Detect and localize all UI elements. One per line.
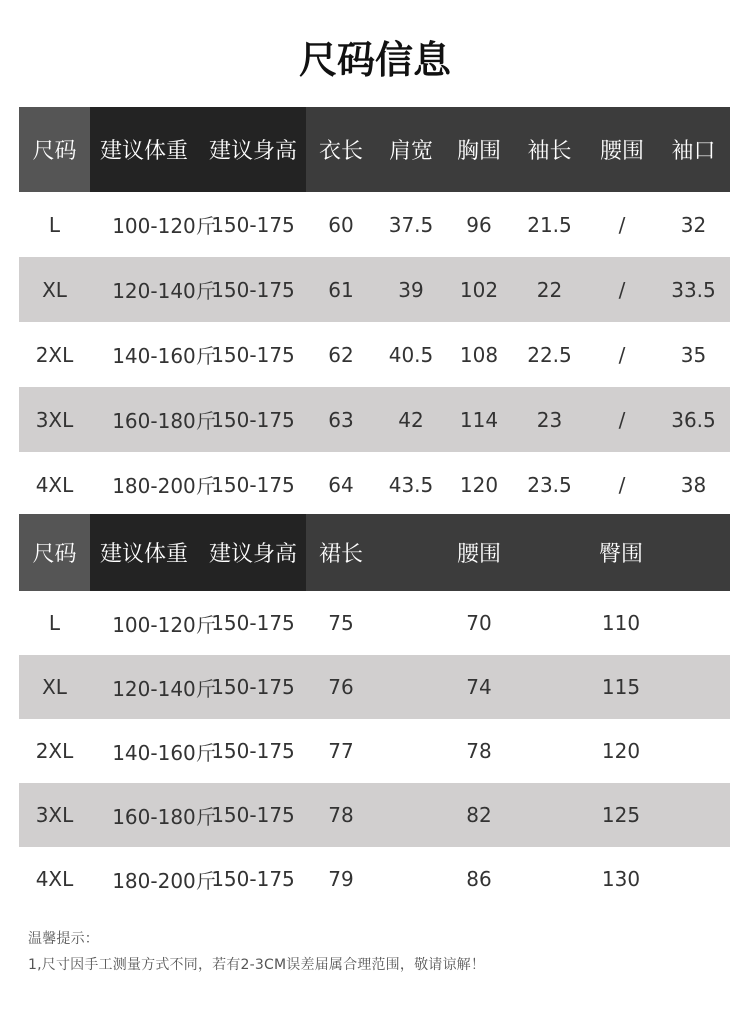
cell-cuff: 35: [680, 342, 707, 367]
table-row: [19, 783, 730, 847]
table-row: [19, 655, 730, 719]
header-shoulder: 肩宽: [388, 139, 433, 164]
bottom-size-table: [19, 514, 730, 911]
table-row: [19, 719, 730, 783]
cell-chest: 96: [466, 212, 492, 237]
cell-shoulder: 40.5: [388, 342, 434, 367]
cell-size: L: [48, 611, 61, 635]
cell-height: 150-175: [211, 867, 295, 891]
cell-weight: 140-160斤: [112, 740, 216, 765]
cell-length: 60: [328, 212, 354, 237]
header-size: 尺码: [19, 107, 90, 192]
cell-sleeve: 22: [536, 277, 563, 302]
cell-size: 3XL: [35, 407, 74, 432]
cell-shoulder: 39: [398, 277, 424, 302]
cell-hip: 130: [601, 867, 641, 891]
note-line-1: 1,尺寸因手工测量方式不同，若有2-3CM误差届属合理范围，敬请谅解！: [28, 957, 486, 973]
header-waist: 腰围: [599, 139, 644, 164]
cell-height: 150-175: [211, 212, 295, 237]
cell-cuff: 32: [680, 212, 707, 237]
table-row: [19, 452, 730, 517]
cell-waist: /: [618, 212, 626, 237]
cell-skirt-length: 75: [328, 611, 354, 635]
header-height: 建议身高: [208, 542, 297, 567]
cell-waist: 86: [466, 867, 492, 891]
header-chest: 胸围: [456, 139, 501, 164]
cell-skirt-length: 76: [328, 675, 354, 699]
header-weight: 建议体重: [99, 542, 188, 567]
table-row: [19, 847, 730, 911]
cell-hip: 110: [601, 611, 641, 635]
cell-length: 61: [328, 277, 354, 302]
page-title: 尺码信息: [298, 37, 451, 82]
cell-skirt-length: 78: [328, 803, 354, 827]
header-length: 衣长: [318, 139, 363, 164]
header-sleeve: 袖长: [527, 139, 572, 164]
note-heading: 温馨提示：: [28, 931, 99, 947]
cell-height: 150-175: [211, 739, 295, 763]
table-row: [19, 591, 730, 655]
cell-sleeve: 21.5: [527, 212, 572, 237]
cell-size: XL: [42, 675, 67, 699]
cell-cuff: 38: [680, 472, 707, 497]
table-header-row: [19, 107, 730, 192]
header-skirt-length: 裙长: [318, 542, 363, 567]
cell-size: 4XL: [35, 472, 74, 497]
cell-size: 4XL: [35, 867, 74, 891]
table-row: [19, 322, 730, 387]
table-header-row: [19, 514, 730, 591]
cell-length: 63: [328, 407, 354, 432]
cell-cuff: 33.5: [671, 277, 716, 302]
cell-shoulder: 43.5: [388, 472, 434, 497]
cell-height: 150-175: [211, 407, 295, 432]
cell-shoulder: 42: [398, 407, 424, 432]
cell-weight: 180-200斤: [112, 868, 216, 893]
cell-weight: 160-180斤: [112, 409, 216, 433]
cell-sleeve: 23.5: [527, 472, 572, 497]
cell-hip: 115: [601, 675, 641, 699]
header-waist: 腰围: [456, 542, 501, 567]
cell-height: 150-175: [211, 342, 295, 367]
cell-sleeve: 22.5: [527, 342, 572, 367]
cell-size: 2XL: [35, 342, 74, 367]
cell-chest: 120: [459, 472, 499, 497]
cell-weight: 140-160斤: [112, 344, 216, 368]
cell-height: 150-175: [211, 611, 295, 635]
cell-weight: 180-200斤: [112, 474, 216, 498]
cell-height: 150-175: [211, 803, 295, 827]
header-weight: 建议体重: [99, 139, 188, 164]
header-size: 尺码: [19, 514, 90, 591]
cell-height: 150-175: [211, 675, 295, 699]
cell-waist: /: [618, 407, 626, 432]
table-row: [19, 387, 730, 452]
cell-hip: 125: [601, 803, 641, 827]
cell-waist: 70: [466, 611, 492, 635]
cell-sleeve: 23: [536, 407, 563, 432]
cell-length: 64: [328, 472, 354, 497]
cell-length: 62: [328, 342, 354, 367]
cell-size: 2XL: [35, 739, 74, 763]
cell-weight: 160-180斤: [112, 804, 216, 829]
cell-waist: 82: [466, 803, 492, 827]
table-row: [19, 192, 730, 257]
cell-waist: 74: [466, 675, 492, 699]
cell-skirt-length: 77: [328, 739, 354, 763]
cell-weight: 100-120斤: [112, 612, 216, 637]
cell-weight: 120-140斤: [112, 676, 216, 701]
cell-waist: /: [618, 342, 626, 367]
cell-chest: 114: [459, 407, 499, 432]
top-size-table: [19, 107, 730, 517]
cell-height: 150-175: [211, 277, 295, 302]
cell-skirt-length: 79: [328, 867, 354, 891]
cell-waist: /: [618, 277, 626, 302]
cell-waist: 78: [466, 739, 492, 763]
cell-size: 3XL: [35, 803, 74, 827]
cell-chest: 102: [459, 277, 499, 302]
cell-weight: 100-120斤: [112, 214, 216, 238]
header-hip: 臀围: [598, 542, 643, 567]
cell-weight: 120-140斤: [112, 279, 216, 303]
cell-chest: 108: [459, 342, 499, 367]
cell-waist: /: [618, 472, 626, 497]
header-height: 建议身高: [208, 139, 297, 164]
cell-size: XL: [42, 277, 67, 302]
header-cuff: 袖口: [671, 139, 716, 164]
cell-hip: 120: [601, 739, 641, 763]
table-row: [19, 257, 730, 322]
cell-shoulder: 37.5: [388, 212, 434, 237]
cell-cuff: 36.5: [671, 407, 716, 432]
cell-size: L: [48, 212, 61, 237]
cell-height: 150-175: [211, 472, 295, 497]
